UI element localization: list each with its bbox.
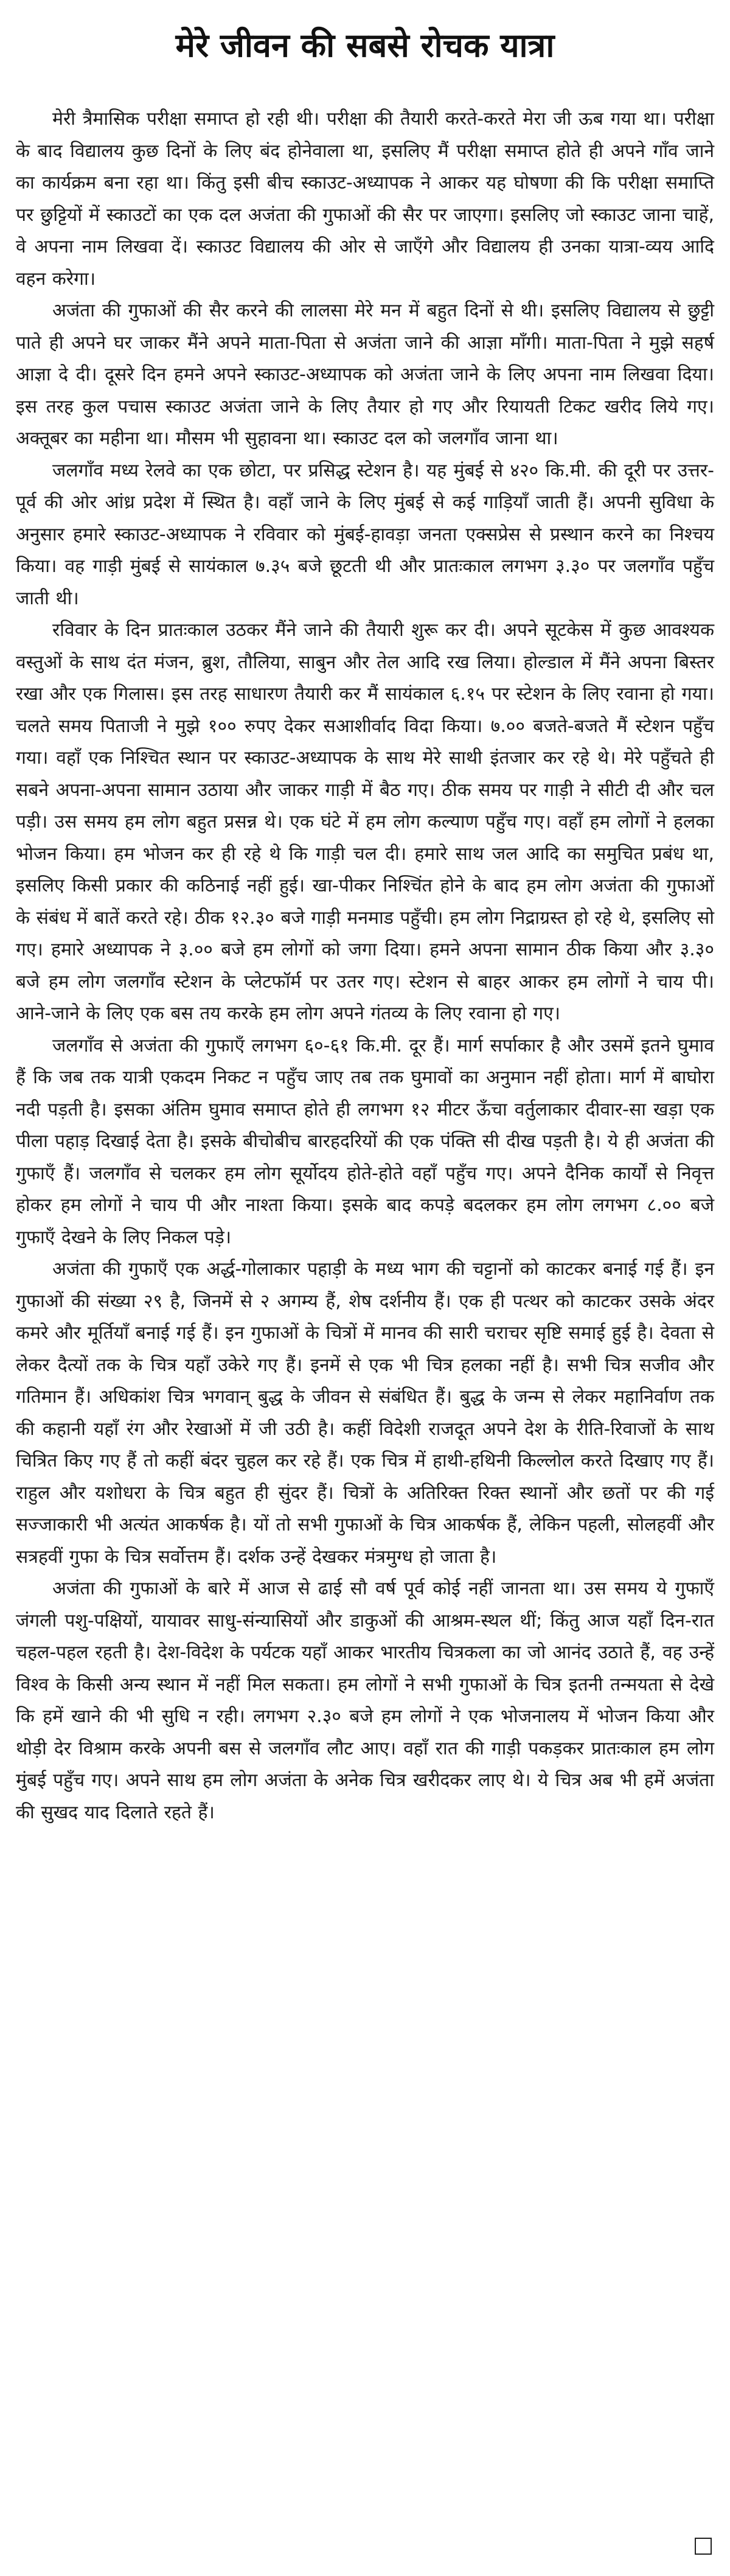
essay-body — [16, 103, 714, 1829]
essay-paragraph: अजंता की गुफाओं की सैर करने की लालसा मेरे मन में बहुत दिनों से थी। इसलिए विद्यालय से छुट्टी पाते ही अपने घर जाकर मैंने अपने माता-पिता से अजंता जाने की आज्ञा माँगी। माता-पिता ने मुझे सहर्ष आज्ञा दे दी। दूसरे दिन हमने अपने स्काउट-अध्यापक को अजंता जाने के लिए अपना नाम लिखवा दिया। इस तरह कुल पचास स्काउट अजंता जाने के लिए तैयार हो गए और रियायती टिकट खरीद लिये गए। अक्तूबर का महीना था। मौसम भी सुहावना था। स्काउट दल को जलगाँव जाना था। — [16, 300, 714, 449]
essay-paragraph: मेरी त्रैमासिक परीक्षा समाप्त हो रही थी। परीक्षा की तैयारी करते-करते मेरा जी ऊब गया था। परीक्षा के बाद विद्यालय कुछ दिनों के लिए बंद होनेवाला था, इसलिए मैं परीक्षा समाप्त होते ही अपने गाँव जाने का कार्यक्रम बना रहा था। किंतु इसी बीच स्काउट-अध्यापक ने आकर यह घोषणा की कि परीक्षा समाप्ति पर छुट्टियों में स्काउटों का एक दल अजंता की गुफाओं की सैर पर जाएगा। इसलिए जो स्काउट जाना चाहें, वे अपना नाम लिखवा दें। स्काउट विद्यालय की ओर से जाएँगे और विद्यालय ही उनका यात्रा-व्यय आदि वहन करेगा। — [16, 108, 714, 290]
end-of-essay-square-icon — [695, 2538, 712, 2555]
essay-paragraph: अजंता की गुफाएँ एक अर्द्ध-गोलाकार पहाड़ी के मध्य भाग की चट्टानों को काटकर बनाई गई हैं। इन गुफाओं की संख्या २९ है, जिनमें से २ अगम्य हैं, शेष दर्शनीय हैं। एक ही पत्थर को काटकर उसके अंदर कमरे और मूर्तियाँ बनाई गई हैं। इन गुफाओं के चित्रों में मानव की सारी चराचर सृष्टि समाई हुई है। देवता से लेकर दैत्यों तक के चित्र यहाँ उकेरे गए हैं। इनमें से एक भी चित्र हलका नहीं है। सभी चित्र सजीव और गतिमान हैं। अधिकांश चित्र भगवान् बुद्ध के जीवन से संबंधित हैं। बुद्ध के जन्म से लेकर महानिर्वाण तक की कहानी यहाँ रंग और रेखाओं में जी उठी है। कहीं विदेशी राजदूत अपने देश के रीति-रिवाजों के साथ चित्रित किए गए हैं तो कहीं बंदर चुहल कर रहे हैं। एक चित्र में हाथी-हथिनी किल्लोल करते दिखाए गए हैं। राहुल और यशोधरा के चित्र बहुत ही सुंदर हैं। चित्रों के अतिरिक्त रिक्त स्थानों और छतों पर की गई सज्जाकारी भी अत्यंत आकर्षक है। यों तो सभी गुफाओं के चित्र आकर्षक हैं, लेकिन पहली, सोलहवीं और सत्रहवीं गुफा के चित्र सर्वोत्तम हैं। दर्शक उन्हें देखकर मंत्रमुग्ध हो जाता है। — [16, 1258, 714, 1568]
essay-paragraph: जलगाँव मध्य रेलवे का एक छोटा, पर प्रसिद्ध स्टेशन है। यह मुंबई से ४२० कि.मी. की दूरी पर उत्तर-पूर्व की ओर आंध्र प्रदेश में स्थित है। वहाँ जाने के लिए मुंबई से कई गाड़ियाँ जाती हैं। अपनी सुविधा के अनुसार हमारे स्काउट-अध्यापक ने रविवार को मुंबई-हावड़ा जनता एक्सप्रेस से प्रस्थान करने का निश्चय किया। वह गाड़ी मुंबई से सायंकाल ७.३५ बजे छूटती थी और प्रातःकाल लगभग ३.३० पर जलगाँव पहुँच जाती थी। — [16, 459, 714, 609]
essay-paragraph: अजंता की गुफाओं के बारे में आज से ढाई सौ वर्ष पूर्व कोई नहीं जानता था। उस समय ये गुफाएँ जंगली पशु-पक्षियों, यायावर साधु-संन्यासियों और डाकुओं की आश्रम-स्थल थीं; किंतु आज यहाँ दिन-रात चहल-पहल रहती है। देश-विदेश के पर्यटक यहाँ आकर भारतीय चित्रकला का जो आनंद उठाते हैं, वह उन्हें विश्व के किसी अन्य स्थान में नहीं मिल सकता। हम लोगों ने सभी गुफाओं के चित्र इतनी तन्मयता से देखे कि हमें खाने की भी सुधि न रही। लगभग २.३० बजे हम लोगों ने एक भोजनालय में भोजन किया और थोड़ी देर विश्राम करके अपनी बस से जलगाँव लौट आए। वहाँ रात की गाड़ी पकड़कर प्रातःकाल हम लोग मुंबई पहुँच गए। अपने साथ हम लोग अजंता के अनेक चित्र खरीदकर लाए थे। ये चित्र अब भी हमें अजंता की सुखद याद दिलाते रहते हैं। — [16, 1578, 714, 1823]
essay-paragraph: रविवार के दिन प्रातःकाल उठकर मैंने जाने की तैयारी शुरू कर दी। अपने सूटकेस में कुछ आवश्यक वस्तुओं के साथ दंत मंजन, ब्रुश, तौलिया, साबुन और तेल आदि रख लिया। होल्डाल में मैंने अपना बिस्तर रखा और एक गिलास। इस तरह साधारण तैयारी कर मैं सायंकाल ६.१५ पर स्टेशन के लिए रवाना हो गया। चलते समय पिताजी ने मुझे १०० रुपए देकर सआशीर्वाद विदा किया। ७.०० बजते-बजते मैं स्टेशन पहुँच गया। वहाँ एक निश्चित स्थान पर स्काउट-अध्यापक के साथ मेरे साथी इंतजार कर रहे थे। मेरे पहुँचते ही सबने अपना-अपना सामान उठाया और जाकर गाड़ी में बैठ गए। ठीक समय पर गाड़ी ने सीटी दी और चल पड़ी। उस समय हम लोग बहुत प्रसन्न थे। एक घंटे में हम लोग कल्याण पहुँच गए। वहाँ हम लोगों ने हलका भोजन किया। हम भोजन कर ही रहे थे कि गाड़ी चल दी। हमारे साथ जल आदि का समुचित प्रबंध था, इसलिए किसी प्रकार की कठिनाई नहीं हुई। खा-पीकर निश्चिंत होने के बाद हम लोग अजंता की गुफाओं के संबंध में बातें करते रहे। ठीक १२.३० बजे गाड़ी मनमाड पहुँची। हम लोग निद्राग्रस्त हो रहे थे, इसलिए सो गए। हमारे अध्यापक ने ३.०० बजे हम लोगों को जगा दिया। हमने अपना सामान ठीक किया और ३.३० बजे हम लोग जलगाँव स्टेशन के प्लेटफॉर्म पर उतर गए। स्टेशन से बाहर आकर हम लोगों ने चाय पी। आने-जाने के लिए एक बस तय करके हम लोग अपने गंतव्य के लिए रवाना हो गए। — [16, 620, 714, 1024]
essay-title: मेरे जीवन की सबसे रोचक यात्रा — [175, 26, 555, 65]
essay-paragraph: जलगाँव से अजंता की गुफाएँ लगभग ६०-६१ कि.मी. दूर हैं। मार्ग सर्पाकार है और उसमें इतने घुमाव हैं कि जब तक यात्री एकदम निकट न पहुँच जाए तब तक घुमावों का अनुमान नहीं होता। मार्ग में बाघोरा नदी पड़ती है। इसका अंतिम घुमाव समाप्त होते ही लगभग १२ मीटर ऊँचा वर्तुलाकार दीवार-सा खड़ा एक पीला पहाड़ दिखाई देता है। इसके बीचोबीच बारहदरियों की एक पंक्ति सी दीख पड़ती है। ये ही अजंता की गुफाएँ हैं। जलगाँव से चलकर हम लोग सूर्योदय होते-होते वहाँ पहुँच गए। अपने दैनिक कार्यों से निवृत्त होकर हम लोगों ने चाय पी और नाश्ता किया। इसके बाद कपड़े बदलकर हम लोग लगभग ८.०० बजे गुफाएँ देखने के लिए निकल पड़े। — [16, 1035, 714, 1248]
